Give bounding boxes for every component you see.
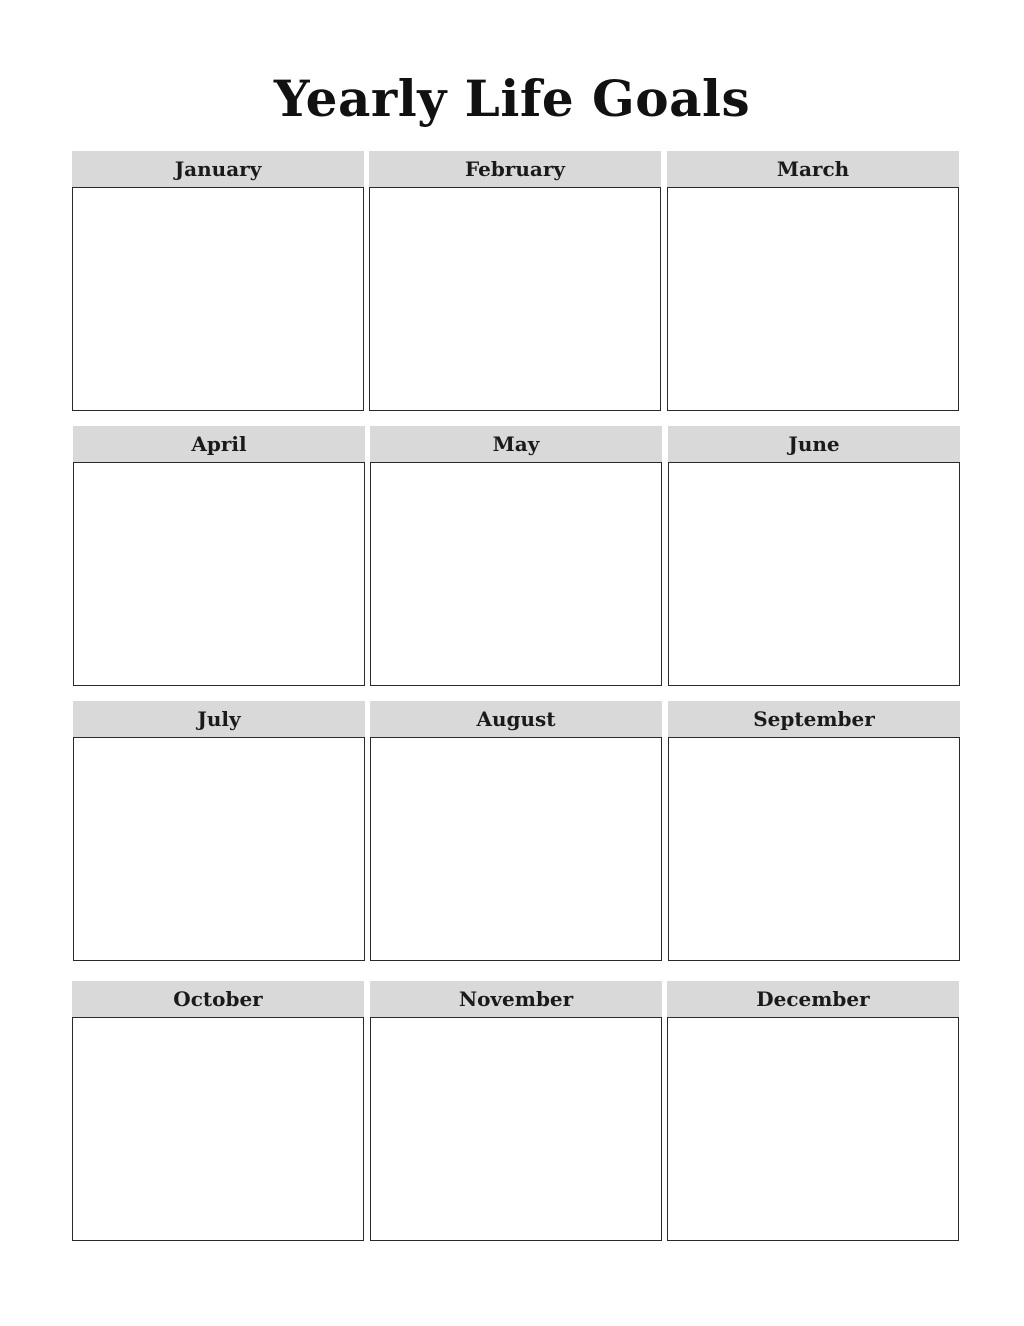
month-card-july: [73, 701, 365, 961]
goal-writing-box[interactable]: [72, 187, 364, 411]
goal-writing-box[interactable]: [369, 187, 661, 411]
goal-writing-box[interactable]: [668, 462, 960, 686]
month-card-august: [370, 701, 662, 961]
month-header: May: [370, 426, 662, 462]
month-card-december: [667, 981, 959, 1241]
month-card-may: [370, 426, 662, 686]
goal-writing-box[interactable]: [370, 1017, 662, 1241]
month-header: April: [73, 426, 365, 462]
goal-writing-box[interactable]: [370, 737, 662, 961]
goal-writing-box[interactable]: [667, 1017, 959, 1241]
month-header: March: [667, 151, 959, 187]
month-card-january: [72, 151, 364, 411]
month-header: November: [370, 981, 662, 1017]
month-header: June: [668, 426, 960, 462]
goal-writing-box[interactable]: [73, 462, 365, 686]
month-card-september: [668, 701, 960, 961]
month-card-february: [369, 151, 661, 411]
month-header: August: [370, 701, 662, 737]
month-header: October: [72, 981, 364, 1017]
goal-writing-box[interactable]: [667, 187, 959, 411]
goal-writing-box[interactable]: [668, 737, 960, 961]
month-header: July: [73, 701, 365, 737]
month-card-june: [668, 426, 960, 686]
goal-writing-box[interactable]: [73, 737, 365, 961]
month-card-november: [370, 981, 662, 1241]
month-header: December: [667, 981, 959, 1017]
month-header: February: [369, 151, 661, 187]
month-card-april: [73, 426, 365, 686]
month-card-october: [72, 981, 364, 1241]
month-card-march: [667, 151, 959, 411]
month-header: September: [668, 701, 960, 737]
goal-writing-box[interactable]: [72, 1017, 364, 1241]
page-title: Yearly Life Goals: [273, 69, 751, 128]
month-header: January: [72, 151, 364, 187]
goal-writing-box[interactable]: [370, 462, 662, 686]
